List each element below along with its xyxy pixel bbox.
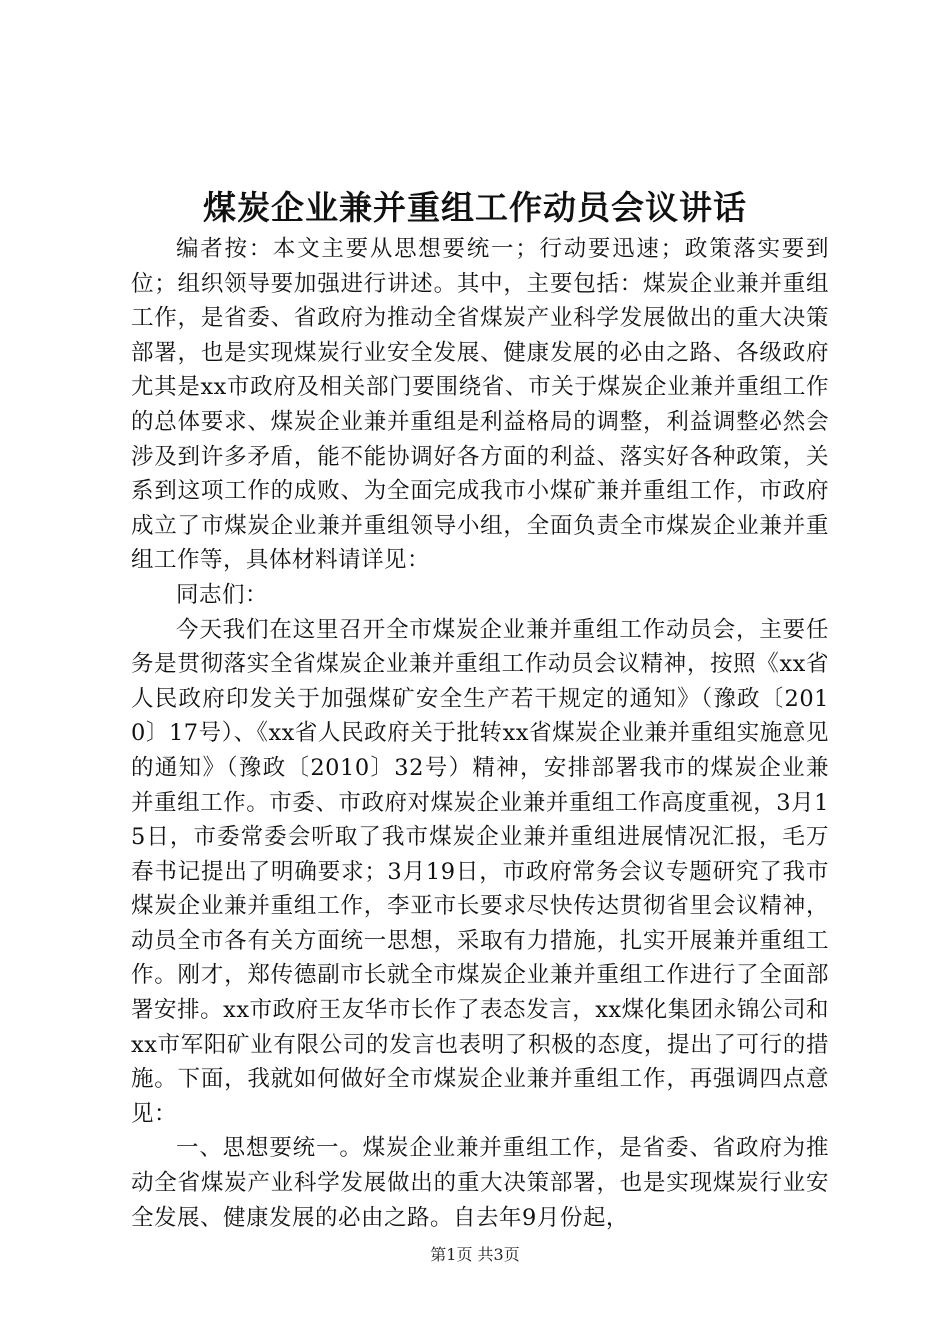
document-body	[131, 232, 829, 1235]
section-one-paragraph: 一、思想要统一。煤炭企业兼并重组工作，是省委、省政府为推动全省煤炭产业科学发展做出的重大决策部署，也是实现煤炭行业安全发展、健康发展的必由之路。自去年9月份起，	[131, 1135, 829, 1231]
page-number-footer: 第1页 共3页	[430, 1245, 520, 1264]
editor-note-paragraph: 编者按：本文主要从思想要统一；行动要迅速；政策落实要到位；组织领导要加强进行讲述。其中，主要包括：煤炭企业兼并重组工作，是省委、省政府为推动全省煤炭产业科学发展做出的重大决策部署，也是实现煤炭行业安全发展、健康发展的必由之路、各级政府尤其是xx市政府及相关部门要围绕省、市关于煤炭企业兼并重组工作的总体要求、煤炭企业兼并重组是利益格局的调整，利益调整必然会涉及到许多矛盾，能不能协调好各方面的利益、落实好各种政策，关系到这项工作的成败、为全面完成我市小煤矿兼并重组工作，市政府成立了市煤炭企业兼并重组领导小组，全面负责全市煤炭企业兼并重组工作等，具体材料请详见：	[131, 236, 829, 574]
speech-intro-paragraph: 今天我们在这里召开全市煤炭企业兼并重组工作动员会，主要任务是贯彻落实全省煤炭企业兼并重组工作动员会议精神，按照《xx省人民政府印发关于加强煤矿安全生产若干规定的通知》（豫政〔2010〕17号）、《xx省人民政府关于批转xx省煤炭企业兼并重组实施意见的通知》（豫政〔2010〕32号）精神，安排部署我市的煤炭企业兼并重组工作。市委、市政府对煤炭企业兼并重组工作高度重视，3月15日，市委常委会听取了我市煤炭企业兼并重组进展情况汇报，毛万春书记提出了明确要求；3月19日，市政府常务会议专题研究了我市煤炭企业兼并重组工作，李亚市长要求尽快传达贯彻省里会议精神，动员全市各有关方面统一思想，采取有力措施，扎实开展兼并重组工作。刚才，郑传德副市长就全市煤炭企业兼并重组工作进行了全面部署安排。xx市政府王友华市长作了表态发言，xx煤化集团永锦公司和xx市军阳矿业有限公司的发言也表明了积极的态度，提出了可行的措施。下面，我就如何做好全市煤炭企业兼并重组工作，再强调四点意见：	[131, 616, 829, 1127]
salutation-paragraph: 同志们：	[176, 581, 269, 608]
document-title: 煤炭企业兼并重组工作动员会议讲话	[203, 188, 747, 227]
